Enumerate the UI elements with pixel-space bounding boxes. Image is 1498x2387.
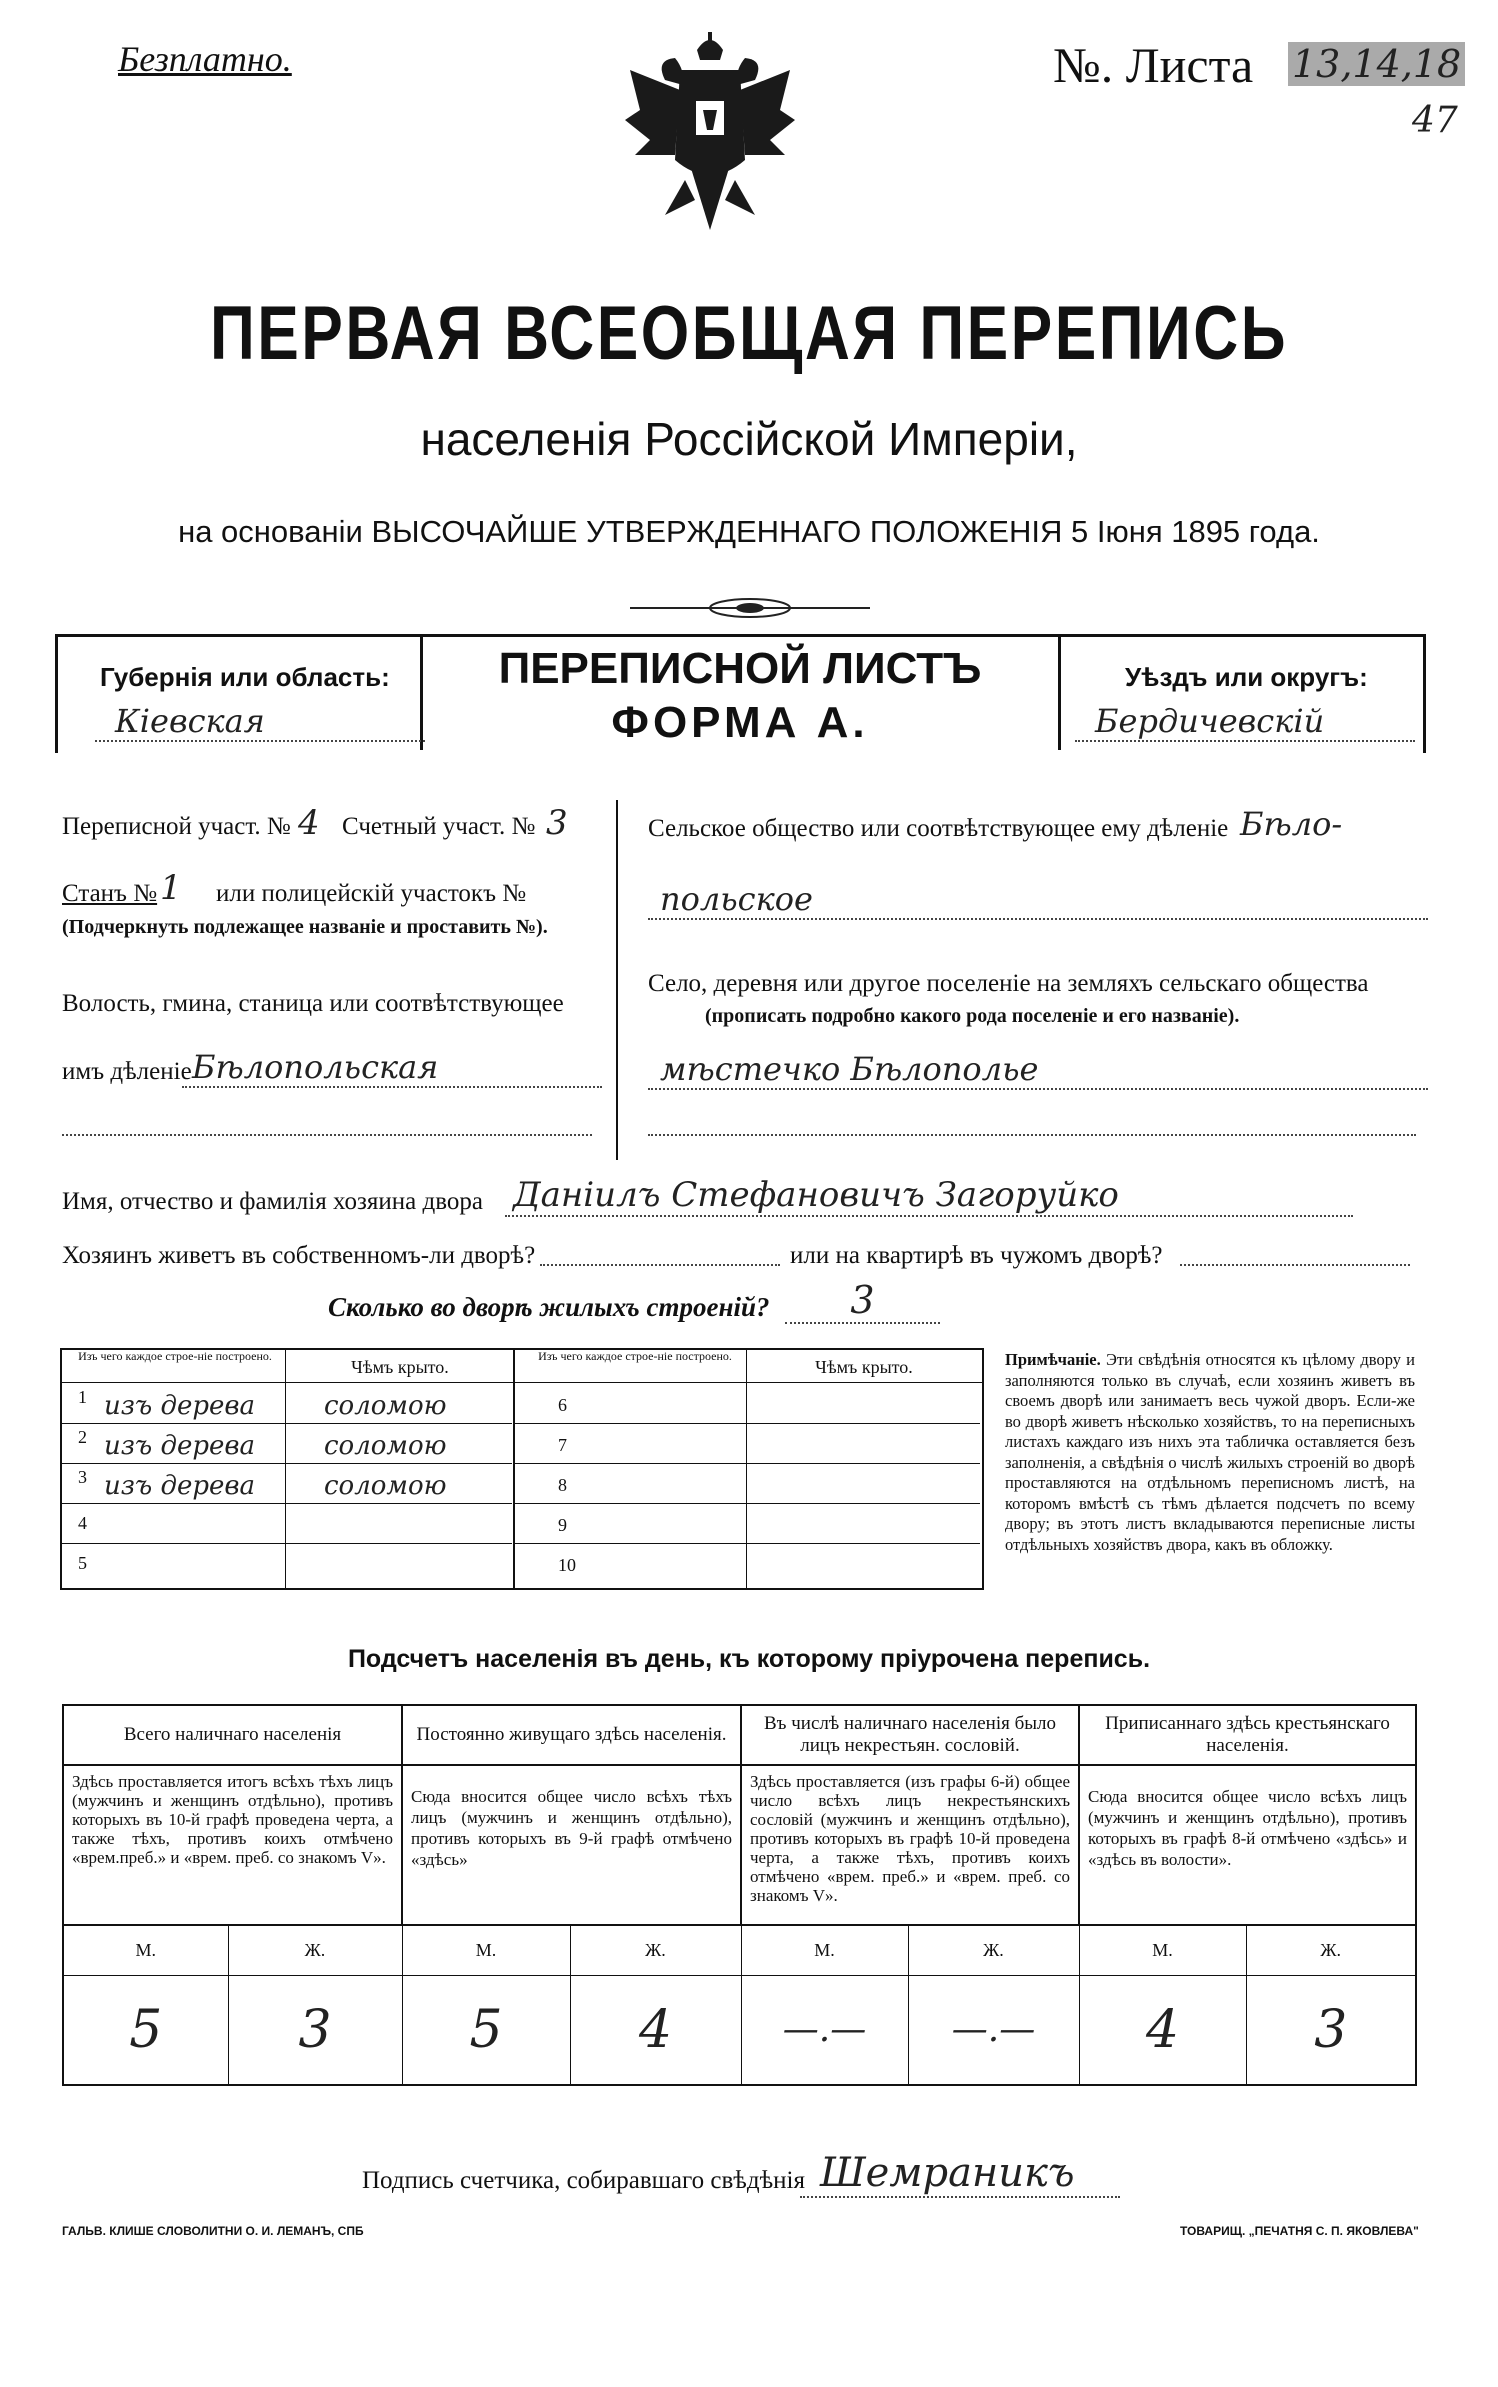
count-area-label: Счетный участ. № (342, 813, 536, 840)
count-col-title: Въ числѣ наличнаго населенія было лицъ некрестьян. сословій. (741, 1705, 1079, 1765)
row-number: 7 (558, 1435, 567, 1455)
basis-line: на основаніи ВЫСОЧАЙШЕ УТВЕРЖДЕННАГО ПОЛОЖЕНІЯ 5 Іюня 1895 года. (178, 514, 1320, 549)
count-col-title: Приписаннаго здѣсь крестьянскаго населенія. (1079, 1705, 1416, 1765)
buildings-row (515, 1503, 980, 1544)
own-yard-line (540, 1262, 780, 1266)
count-col-desc: Сюда вносится общее число всѣхъ тѣхъ лицъ (мужчинъ и женщинъ отдѣльно), противъ которыхъ въ 9-й графѣ отмѣчено «здѣсь» (402, 1765, 741, 1925)
population-count-table (62, 1704, 1417, 2086)
rent-label: или на квартирѣ въ чужомъ дворѣ? (790, 1242, 1163, 1269)
village-extra-line (648, 1132, 1416, 1136)
count-col-desc: Здѣсь проставляется (изъ графы 6-й) общее число всѣхъ лицъ некрестьянскихъ сословій (мужчинъ и женщинъ отдѣльно), противъ которыхъ въ графѣ 10-й проведена черта, а также тѣхъ, противъ коихъ отмѣчено «врем. преб.» и «врем. преб. со знакомъ V». (741, 1765, 1079, 1925)
census-area-label: Переписной участ. № (62, 813, 291, 840)
row-number: 5 (78, 1553, 87, 1573)
underline-note: (Подчеркнуть подлежащее названіе и проставить №). (62, 916, 548, 938)
buildings-row (515, 1383, 980, 1424)
row-material: изъ дерева (104, 1391, 256, 1421)
row-number: 10 (558, 1555, 576, 1575)
count-m-label: М. (1079, 1925, 1246, 1975)
row-material: изъ дерева (104, 1431, 256, 1461)
rent-line (1180, 1262, 1410, 1266)
sheet-number-label: №. Листа (1053, 37, 1254, 93)
count-col-desc: Сюда вносится общее число всѣхъ лицъ (мужчинъ и женщинъ отдѣльно), противъ которыхъ въ графѣ 8-й отмѣчено «здѣсь» и «здѣсь въ волости». (1079, 1765, 1416, 1925)
volost-value: Бѣлопольская (182, 1048, 602, 1088)
row-roof: соломою (324, 1471, 447, 1501)
buildings-count-label: Сколько во дворѣ жилыхъ строеній? (328, 1292, 770, 1322)
buildings-row (62, 1503, 512, 1544)
free-label: Безплатно. (118, 39, 292, 79)
count-col-desc: Здѣсь проставляется итогъ всѣхъ тѣхъ лицъ (мужчинъ и женщинъ отдѣльно), противъ которыхъ въ 10-й графѣ проведена черта, а также тѣхъ, противъ коихъ отмѣчено «врем.преб.» и «врем. преб. со знакомъ V». (63, 1765, 402, 1925)
buildings-col4-header: Чѣмъ крыто. (815, 1357, 913, 1377)
row-number: 6 (558, 1395, 567, 1415)
signature-value: Шемраникъ (800, 2150, 1120, 2198)
own-yard-label: Хозяинъ живетъ въ собственномъ-ли дворѣ? (62, 1242, 536, 1269)
stan-value: 1 (160, 868, 182, 908)
police-label: или полицейскій участокъ № (216, 880, 527, 907)
note-text: Эти свѣдѣнія относятся къ цѣлому двору и заполняются только въ случаѣ, если хозяинъ живетъ въ своемъ дворѣ или занимаетъ весь чужой дворъ. Если-же во дворѣ живетъ нѣсколько хозяйствъ, то на переписныхъ листахъ каждаго изъ нихъ эта табличка оставляется безъ заполненія, а свѣдѣнія о числѣ жилыхъ строеній во дворѣ проставляются на отдѣльномъ переписномъ листѣ, на которомъ вмѣстѣ съ тѣмъ дѣлается подсчетъ по всему двору; въ этотъ листъ вкладываются переписные листы отдѣльныхъ хозяйствъ двора, какъ въ обложку. (1005, 1350, 1415, 1554)
count-heading: Подсчетъ населенія въ день, къ которому пріурочена перепись. (347, 1645, 1151, 1673)
count-f-label: Ж. (570, 1925, 741, 1975)
buildings-row (62, 1383, 512, 1424)
row-number: 9 (558, 1515, 567, 1535)
stan-label: Станъ № (62, 880, 158, 907)
buildings-col1-header: Изъ чего каждое строе-ніе построено. (78, 1349, 272, 1363)
owner-name-value: Даніилъ Стефановичъ Загоруйко (505, 1175, 1353, 1217)
volost-extra-line (62, 1132, 592, 1136)
count-f-value: 3 (1246, 1975, 1416, 2085)
row-number: 3 (78, 1467, 87, 1487)
page-subtitle: населенія Россійской Имперіи, (420, 413, 1078, 465)
society-value-1: Бѣло- (1240, 805, 1343, 843)
signature-label: Подпись счетчика, собиравшаго свѣдѣнія (362, 2167, 805, 2194)
sheet-corner-number: 47 (1412, 100, 1458, 141)
count-col-title: Всего наличнаго населенія (63, 1705, 402, 1765)
row-number: 8 (558, 1475, 567, 1495)
count-f-value: 3 (228, 1975, 402, 2085)
row-roof: соломою (324, 1391, 447, 1421)
sheet-number-value: 13,14,18 (1288, 42, 1465, 86)
info-block-divider (616, 800, 618, 1160)
page-title: ПЕРВАЯ ВСЕОБЩАЯ ПЕРЕПИСЬ (210, 291, 1288, 376)
count-col-title: Постоянно живущаго здѣсь населенія. (402, 1705, 741, 1765)
form-center-line1: ПЕРЕПИСНОЙ ЛИСТЪ (498, 644, 982, 693)
village-note: (прописать подробно какого рода поселеніе и его названіе). (705, 1005, 1240, 1027)
buildings-col3-header: Изъ чего каждое строе-ніе построено. (538, 1349, 732, 1363)
buildings-row (62, 1423, 512, 1464)
buildings-row (62, 1543, 512, 1586)
count-f-value: —.— (908, 1975, 1079, 2085)
buildings-note (1005, 1350, 1415, 1555)
count-f-value: 4 (570, 1975, 741, 2085)
census-area-value: 4 (298, 803, 320, 843)
count-f-label: Ж. (228, 1925, 402, 1975)
row-roof: соломою (324, 1431, 447, 1461)
buildings-row (62, 1463, 512, 1504)
count-m-value: 4 (1079, 1975, 1246, 2085)
uezd-label: Уѣздъ или округъ: (1125, 662, 1368, 692)
count-f-label: Ж. (908, 1925, 1079, 1975)
form-box-divider-right (1058, 634, 1061, 750)
buildings-row (515, 1463, 980, 1504)
society-value-2: польское (648, 880, 1428, 920)
count-m-value: 5 (63, 1975, 228, 2085)
double-headed-eagle-emblem (625, 30, 795, 245)
count-f-label: Ж. (1246, 1925, 1416, 1975)
ornament-divider (630, 596, 870, 620)
count-m-value: 5 (402, 1975, 570, 2085)
uezd-value: Бердичевскій (1075, 702, 1415, 742)
buildings-row (515, 1543, 980, 1586)
buildings-col2-header: Чѣмъ крыто. (351, 1357, 449, 1377)
form-center-line2: ФОРМА А. (611, 698, 869, 747)
printer-left: ГАЛЬВ. КЛИШЕ СЛОВОЛИТНИ О. И. ЛЕМАНЪ, СПБ (62, 2224, 364, 2238)
buildings-count-value: 3 (785, 1278, 940, 1324)
note-title: Примѣчаніе. (1005, 1350, 1101, 1369)
village-value: мѣстечко Бѣлополье (648, 1050, 1428, 1090)
row-number: 2 (78, 1427, 87, 1447)
row-number: 4 (78, 1513, 87, 1533)
row-material: изъ дерева (104, 1471, 256, 1501)
buildings-row (515, 1423, 980, 1464)
count-m-label: М. (402, 1925, 570, 1975)
count-m-label: М. (63, 1925, 228, 1975)
row-number: 1 (78, 1387, 87, 1407)
count-area-value: 3 (546, 803, 568, 843)
society-label: Сельское общество или соотвѣтствующее ему дѣленіе (648, 815, 1229, 842)
guberniya-value: Кіевская (95, 702, 425, 742)
volost-label-2: имъ дѣленіе (62, 1058, 192, 1085)
printer-right: ТОВАРИЩ. „ПЕЧАТНЯ С. П. ЯКОВЛЕВА" (1180, 2224, 1419, 2238)
owner-name-label: Имя, отчество и фамилія хозяина двора (62, 1188, 483, 1215)
count-m-label: М. (741, 1925, 908, 1975)
volost-label: Волость, гмина, станица или соотвѣтствующее (62, 990, 564, 1017)
count-m-value: —.— (741, 1975, 908, 2085)
guberniya-label: Губернія или область: (100, 662, 390, 692)
village-label: Село, деревня или другое поселеніе на земляхъ сельскаго общества (648, 970, 1369, 997)
